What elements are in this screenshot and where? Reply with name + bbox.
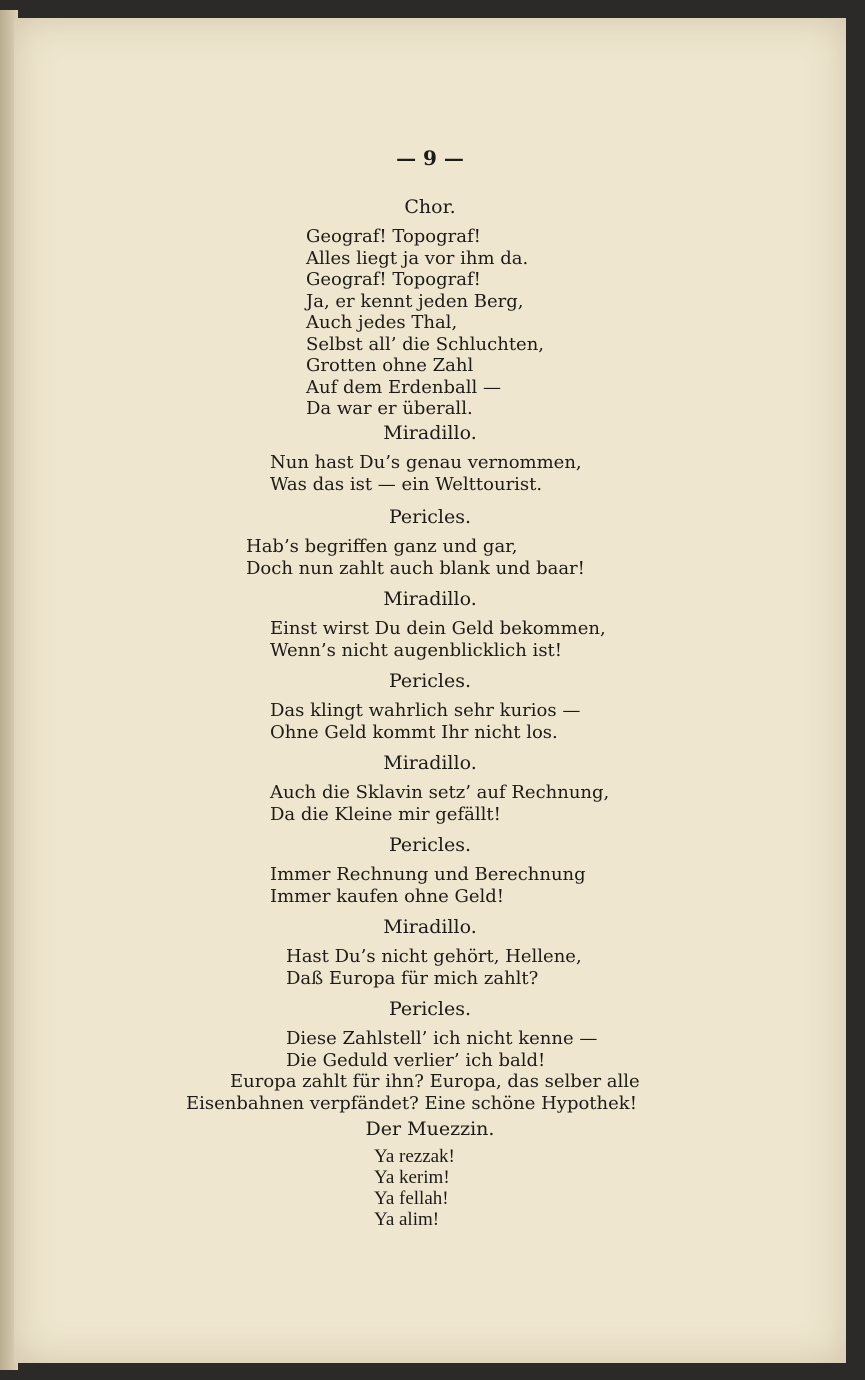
verse-block — [186, 1028, 640, 1114]
verse-line: Immer kaufen ohne Geld! — [270, 885, 505, 907]
verse-line: Alles liegt ja vor ihm da. — [306, 247, 529, 269]
verse-line: Hast Du’s nicht gehört, Hellene, — [286, 946, 582, 967]
verse-line: Doch nun zahlt auch blank und baar! — [246, 557, 585, 579]
verse-line: Diese Zahlstell’ ich nicht kenne — — [286, 1028, 598, 1049]
verse-line: Geograf! Topograf! — [306, 269, 481, 290]
verse-line: Ya fellah! — [374, 1188, 449, 1209]
book-page — [14, 18, 846, 1363]
verse-line: Die Geduld verlier’ ich bald! — [286, 1049, 546, 1071]
verse-line: Ohne Geld kommt Ihr nicht los. — [270, 721, 558, 743]
speaker-label: Miradillo. — [383, 422, 477, 444]
verse-line: Auf dem Erdenball — — [306, 376, 501, 398]
speaker-label: Miradillo. — [383, 588, 477, 610]
verse-block — [270, 452, 582, 495]
verse-line: Nun hast Du’s genau vernommen, — [270, 452, 582, 473]
verse-line: Ya rezzak! — [374, 1146, 455, 1167]
prose-line: Eisenbahnen verpfändet? Eine schöne Hypothek! — [186, 1092, 637, 1114]
verse-line: Einst wirst Du dein Geld bekommen, — [270, 618, 606, 639]
verse-line: Was das ist — ein Welttourist. — [270, 473, 543, 495]
speaker-label: Pericles. — [388, 506, 472, 528]
speaker-label: Miradillo. — [383, 916, 477, 938]
verse-line: Ya kerim! — [374, 1167, 450, 1188]
verse-line: Da war er überall. — [306, 398, 473, 419]
verse-block — [270, 782, 609, 825]
verse-block — [270, 864, 586, 907]
speaker-label: Miradillo. — [383, 752, 477, 774]
verse-line: Ja, er kennt jeden Berg, — [306, 290, 524, 312]
verse-line: Geograf! Topograf! — [306, 226, 481, 247]
verse-block — [374, 1146, 455, 1230]
verse-line: Wenn’s nicht augenblicklich ist! — [270, 639, 563, 661]
verse-line: Da die Kleine mir gefällt! — [270, 803, 501, 825]
verse-line: Hab’s begriffen ganz und gar, — [246, 536, 518, 557]
speaker-label: Pericles. — [388, 670, 472, 692]
verse-line: Immer Rechnung und Berechnung — [270, 864, 586, 885]
page-text — [14, 18, 846, 1363]
verse-line: Auch jedes Thal, — [306, 312, 458, 333]
verse-line: Ya alim! — [374, 1209, 440, 1230]
speaker-label: Pericles. — [388, 998, 472, 1020]
speaker-label: Chor. — [404, 196, 456, 218]
verse-block — [246, 536, 585, 579]
verse-line: Daß Europa für mich zahlt? — [286, 967, 539, 989]
prose-line: Europa zahlt für ihn? Europa, das selber alle — [230, 1071, 640, 1092]
verse-line: Grotten ohne Zahl — [306, 355, 474, 376]
speaker-label: Der Muezzin. — [365, 1118, 495, 1140]
verse-block — [306, 226, 544, 420]
verse-line: Das klingt wahrlich sehr kurios — — [270, 700, 581, 721]
verse-block — [270, 618, 606, 661]
speaker-label: Pericles. — [388, 834, 472, 856]
verse-block — [270, 700, 580, 743]
verse-line: Auch die Sklavin setz’ auf Rechnung, — [270, 782, 610, 803]
page-number: — 9 — — [396, 146, 464, 170]
verse-line: Selbst all’ die Schluchten, — [306, 333, 545, 355]
verse-block — [286, 946, 582, 989]
